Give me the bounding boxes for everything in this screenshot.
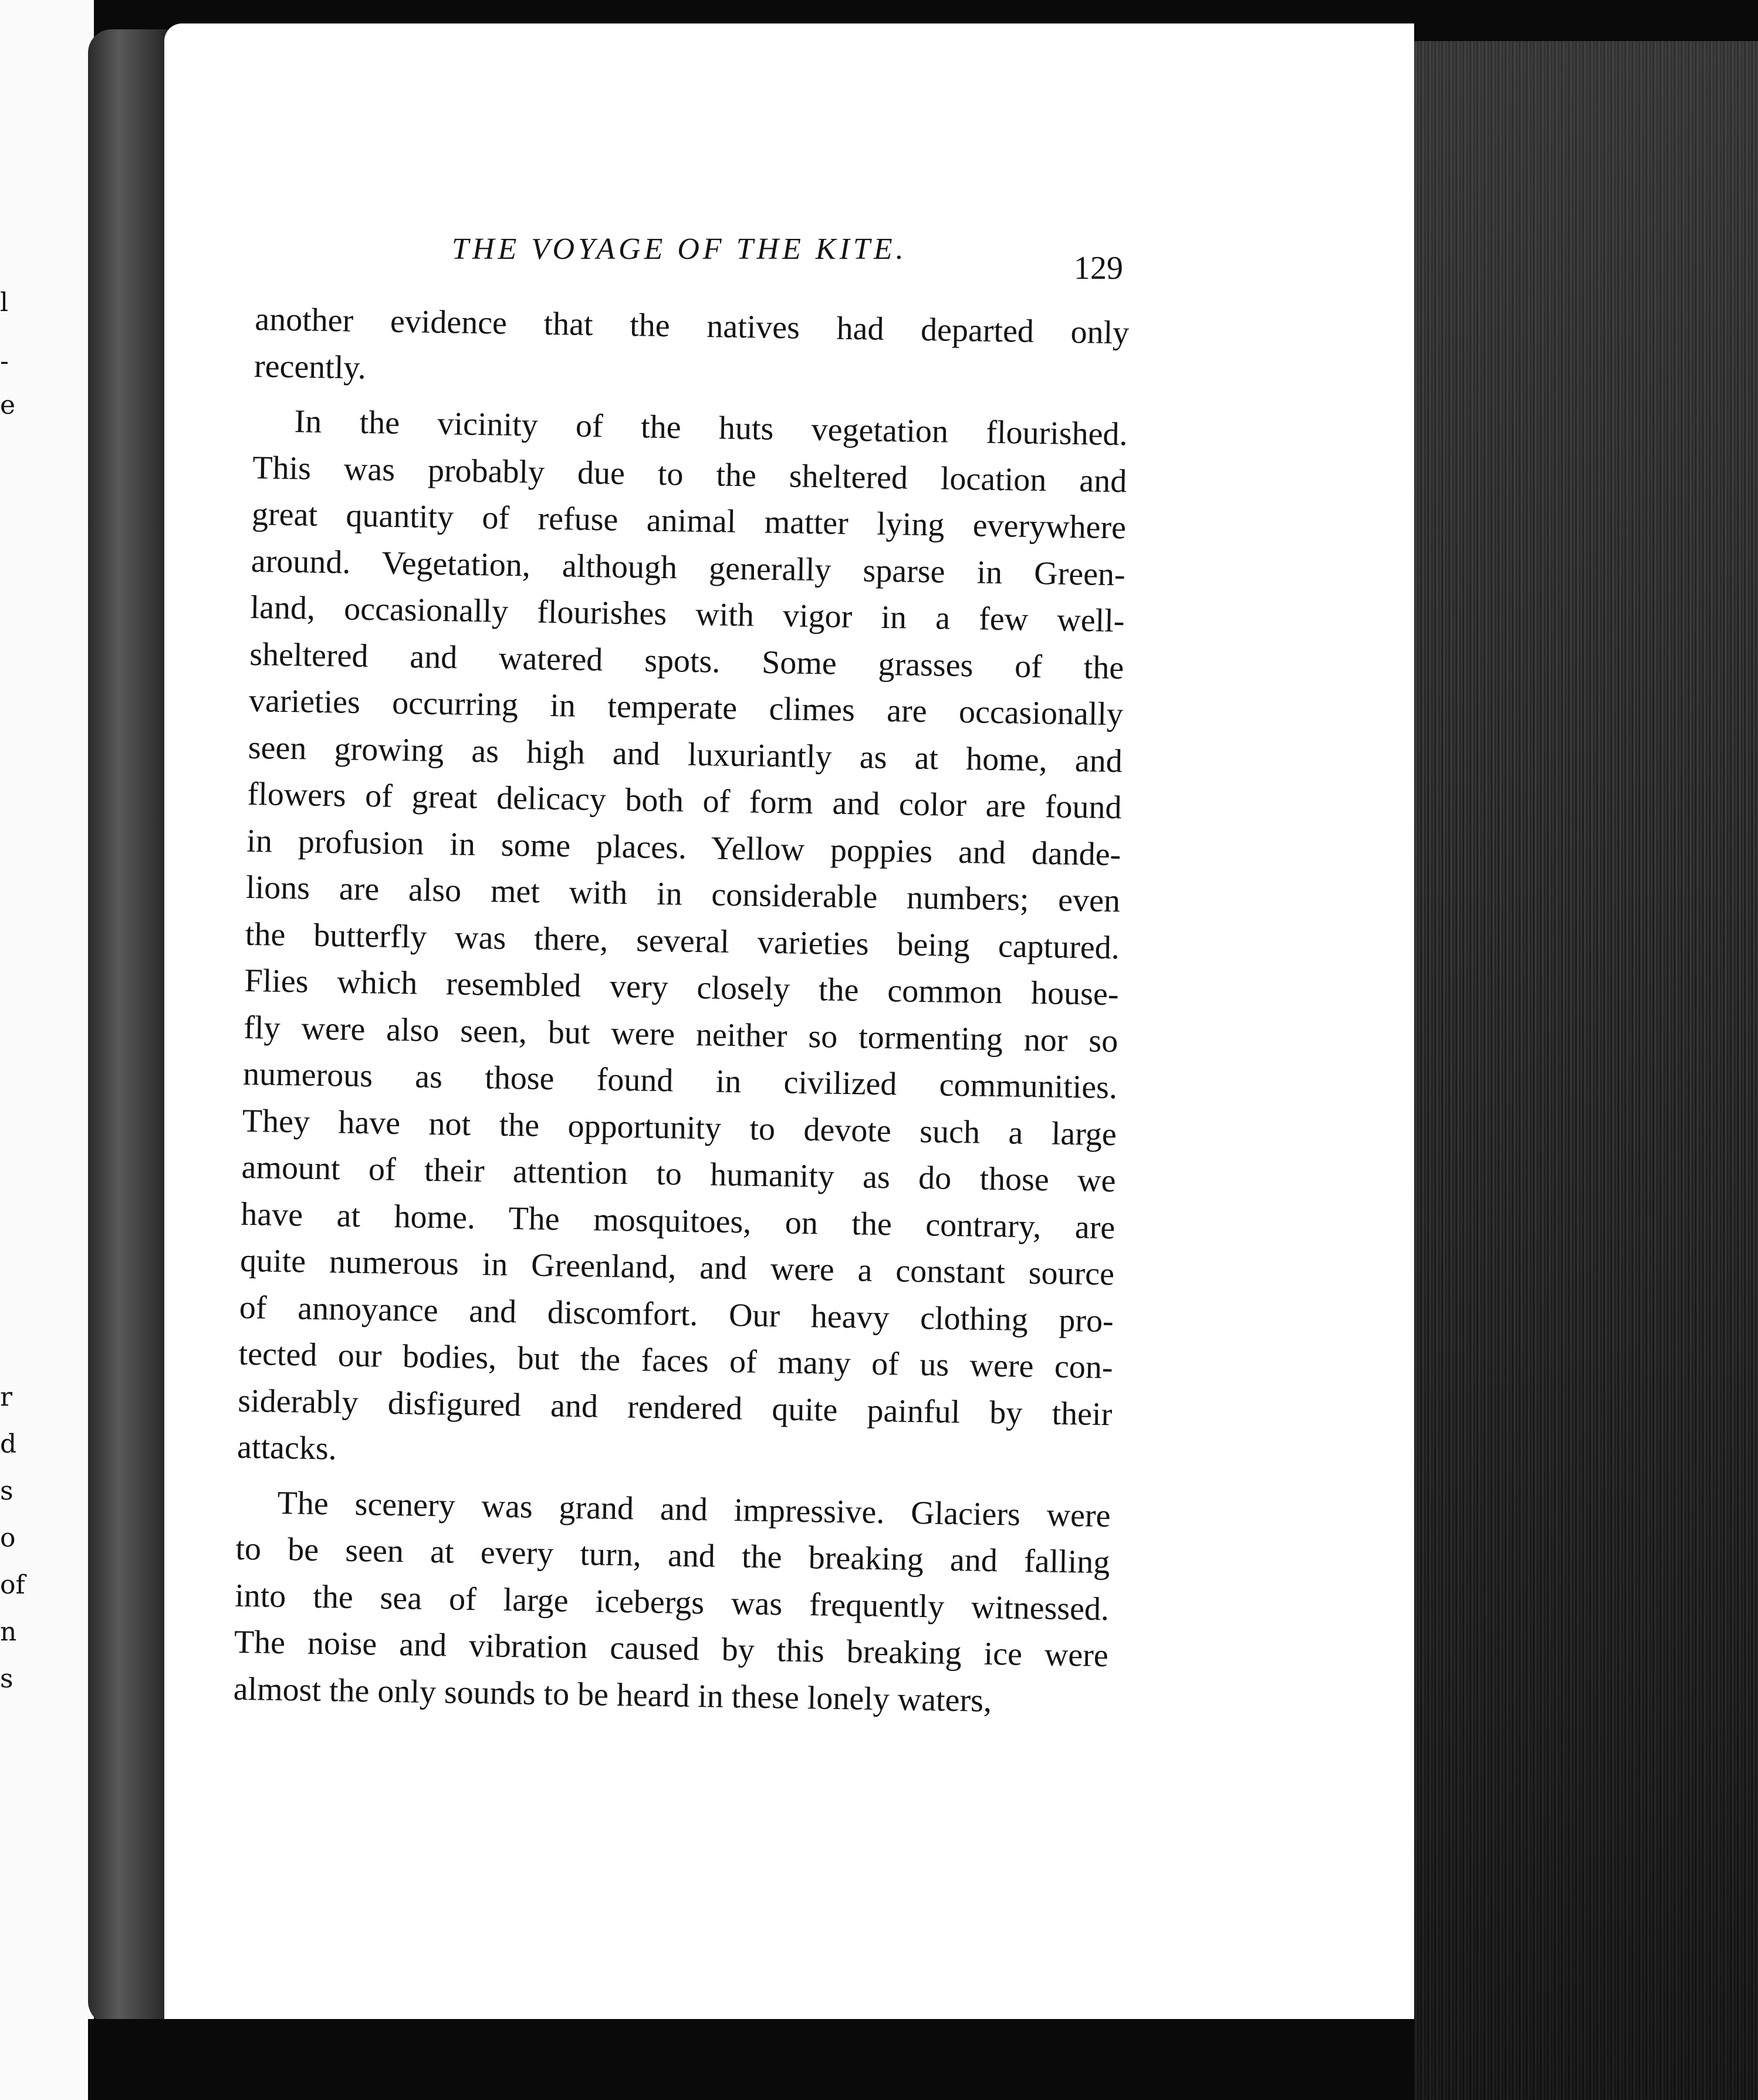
text-line: to be seen at every turn, and the breaking and falling (235, 1530, 1110, 1581)
text-line: another evidence that the natives had departed only (254, 301, 1130, 352)
text-line: in profusion in some places. Yellow poppies and dande- (246, 822, 1121, 873)
text-line: numerous as those found in civilized communities. (242, 1055, 1118, 1106)
left-page-text-fragments (0, 0, 23, 2100)
text-line: siderably disfigured and rendered quite painful by their (237, 1382, 1113, 1433)
text-line: seen growing as high and luxuriantly as at home, and (248, 729, 1123, 779)
body-text (233, 296, 1130, 1726)
text-line: fly were also seen, but were neither so tormenting nor so (243, 1009, 1118, 1059)
text-line: recently. (253, 347, 367, 386)
text-line: into the sea of large icebergs was frequently witnessed. (234, 1577, 1110, 1628)
left-fragment: l (0, 288, 9, 318)
text-line: have at home. The mosquitoes, on the contrary, are (240, 1196, 1115, 1246)
text-line: The scenery was grand and impressive. Glaciers were (277, 1484, 1111, 1534)
text-line: sheltered and watered spots. Some grasses of the (249, 636, 1124, 686)
page-bottom-shadow (88, 2019, 1414, 2100)
text-line: quite numerous in Greenland, and were a constant source (239, 1242, 1115, 1293)
page-number: 129 (1074, 250, 1123, 286)
left-fragment: e (0, 390, 16, 420)
book-gutter (88, 29, 176, 2025)
text-line: attacks. (236, 1429, 337, 1467)
text-line: land, occasionally flourishes with vigor in a few well- (250, 589, 1125, 640)
text-line: around. Vegetation, although generally sparse in Green- (251, 542, 1126, 593)
book-fore-edge-shade (1397, 41, 1758, 2100)
text-line: amount of their attention to humanity as do those we (241, 1149, 1116, 1200)
text-line: Flies which resembled very closely the common house- (244, 962, 1119, 1013)
left-fragment: n (0, 1617, 17, 1647)
left-fragment: o (0, 1523, 16, 1553)
text-line: of annoyance and discomfort. Our heavy clothing pro- (239, 1289, 1114, 1339)
text-line: lions are also met with in considerable numbers; even (245, 869, 1121, 920)
text-line: This was probably due to the sheltered location and (252, 449, 1127, 499)
text-line: They have not the opportunity to devote such a large (242, 1102, 1117, 1153)
text-line: almost the only sounds to be heard in these lonely waters, (233, 1670, 992, 1719)
text-line: the butterfly was there, several varieties being captured. (245, 916, 1120, 966)
text-line: The noise and vibration caused by this breaking ice were (234, 1623, 1109, 1674)
running-head: THE VOYAGE OF THE KITE. (452, 232, 907, 266)
text-line: varieties occurring in temperate climes are occasionally (248, 682, 1124, 733)
text-line: great quantity of refuse animal matter lying everywhere (251, 495, 1127, 546)
left-fragment: s (0, 1476, 13, 1506)
left-fragment: - (0, 346, 9, 376)
left-fragment: of (0, 1570, 25, 1600)
text-line: In the vicinity of the huts vegetation flourished. (294, 403, 1128, 453)
left-fragment: s (0, 1664, 13, 1694)
text-line: tected our bodies, but the faces of many of us were con- (238, 1335, 1113, 1386)
left-fragment: d (0, 1429, 17, 1459)
text-line: flowers of great delicacy both of form and color are found (247, 775, 1122, 826)
left-fragment: r (0, 1382, 13, 1412)
